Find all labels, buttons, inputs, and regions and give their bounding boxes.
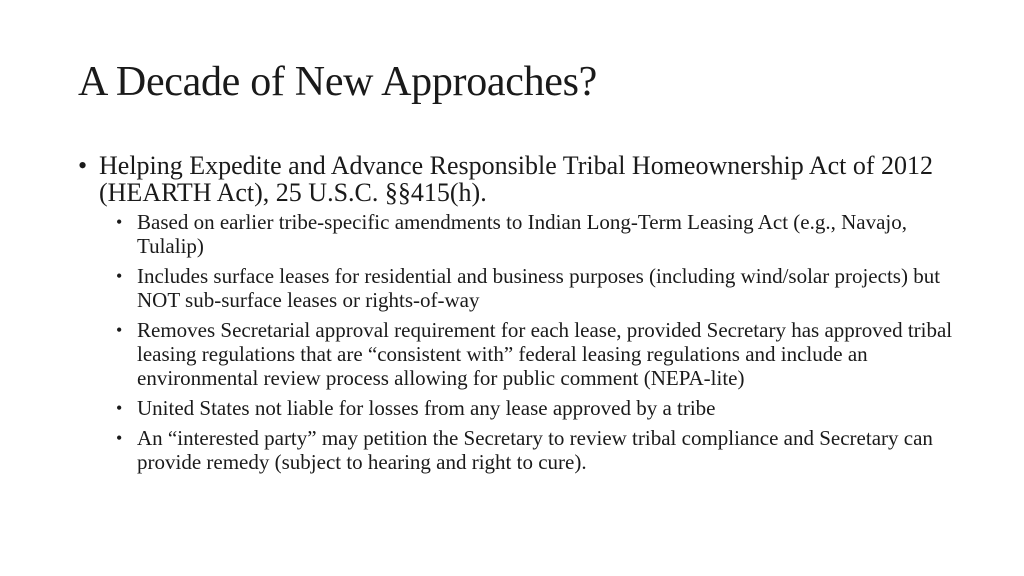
bullet-icon: • [116,428,123,448]
bullet-list [78,152,958,474]
slide-title: A Decade of New Approaches? [78,59,598,105]
bullet-icon: • [116,266,123,286]
bullet-icon: • [116,212,123,232]
sub-bullet-text: An “interested party” may petition the Secretary to review tribal compliance and Secretary can provide remedy (subject to hearing and right to cure). [137,426,933,474]
sub-bullet-item [116,396,958,420]
sub-bullet-item [116,210,958,258]
sub-bullet-item [116,264,958,312]
sub-bullet-text: United States not liable for losses from any lease approved by a tribe [137,396,716,420]
bullet-icon: • [116,320,123,340]
main-bullet-text: Helping Expedite and Advance Responsible Tribal Homeownership Act of 2012 (HEARTH Act), 25 U.S.C. §§415(h). [99,151,934,207]
sub-bullet-item [116,426,958,474]
bullet-icon: • [78,151,88,180]
sub-bullet-text: Includes surface leases for residential and business purposes (including wind/solar projects) but NOT sub-surface leases or rights-of-way [137,264,941,312]
sub-bullet-list [116,210,958,474]
slide-body [78,152,958,480]
sub-bullet-item [116,318,958,390]
bullet-icon: • [116,398,123,418]
sub-bullet-text: Based on earlier tribe-specific amendments to Indian Long-Term Leasing Act (e.g., Navajo, Tulalip) [137,210,908,258]
sub-bullet-text: Removes Secretarial approval requirement for each lease, provided Secretary has approved tribal leasing regulations that are “consistent with” federal leasing regulations and include an environmental review process allowing for public comment (NEPA-lite) [137,318,953,390]
main-bullet [78,152,958,474]
